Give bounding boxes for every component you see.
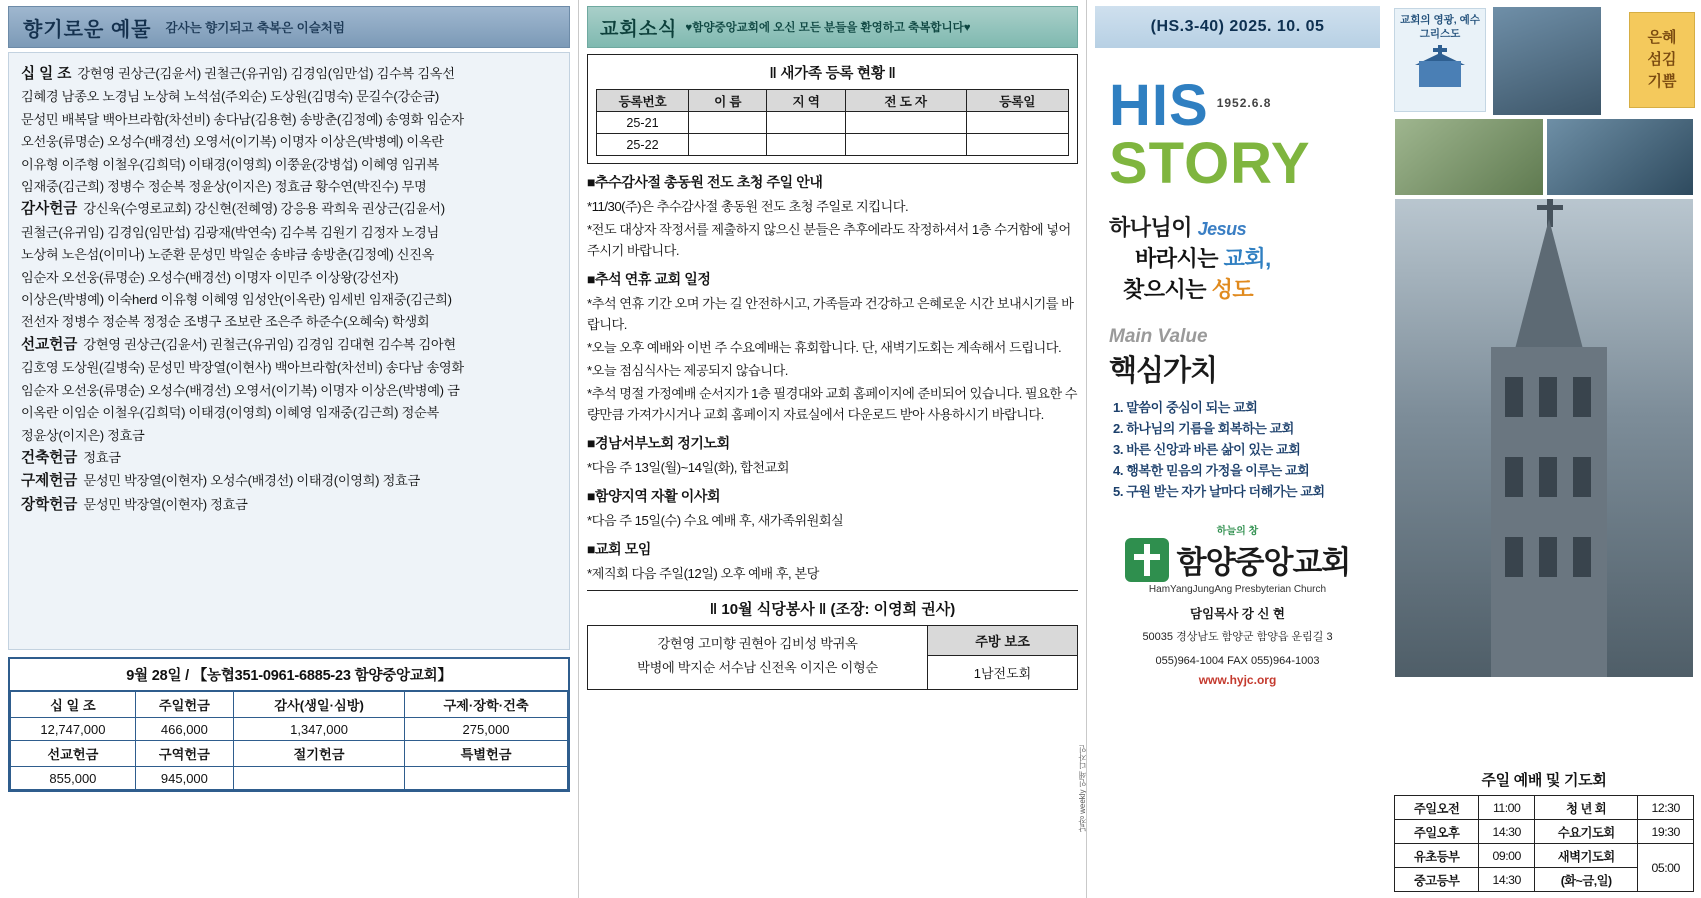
giving-names: 전선자 정병수 정순복 정정순 조병구 조보란 조은주 하준수(오혜숙) 학생회 [21, 314, 430, 330]
new-family-register [587, 54, 1078, 164]
photo-choir [1546, 118, 1694, 196]
schedule-cell: 수요기도회 [1534, 820, 1637, 844]
column-identity [1086, 0, 1386, 898]
register-cell [845, 134, 966, 156]
giving-names: 문성민 박장열(이현자) 정효금 [83, 496, 248, 512]
news-heading: ■추수감사절 총동원 전도 초청 주일 안내 [587, 174, 823, 190]
giving-row [21, 494, 557, 516]
table-row [1395, 844, 1694, 868]
bulletin-issue-header: (HS.3-40) 2025. 10. 05 [1095, 6, 1380, 48]
tagline-text: 찾으시는 [1123, 277, 1212, 302]
register-cell [966, 112, 1068, 134]
offerings-title: 향기로운 예물 [23, 18, 152, 41]
offering-cell: 12,747,000 [11, 718, 136, 741]
table-row [1395, 820, 1694, 844]
church-motto-tile [1394, 8, 1486, 112]
giving-row [21, 334, 557, 356]
giving-names: 정윤상(이지은) 정효금 [21, 427, 145, 443]
news-item: *11/30(주)은 추수감사절 총동원 전도 초청 주일로 지킵니다. [587, 199, 909, 214]
register-title: ‖ 새가족 등록 현황 ‖ [769, 66, 896, 82]
register-cell: 25-22 [597, 134, 689, 156]
column-offerings [0, 0, 578, 898]
giving-label: 구제헌금 [21, 473, 78, 490]
offering-cell: 십 일 조 [11, 692, 136, 718]
register-cell [767, 134, 845, 156]
main-value-item: 3. 바른 신앙과 바른 삶이 있는 교회 [1113, 442, 1301, 457]
register-col: 전 도 자 [845, 90, 966, 112]
news-heading: ■함양지역 자활 이사회 [587, 488, 721, 504]
giving-row [21, 447, 557, 469]
news-heading: ■추석 연휴 교회 일정 [587, 271, 711, 287]
story-line: STORY [1109, 131, 1311, 196]
schedule-cell: 주일오전 [1395, 796, 1479, 820]
schedule-cell: 09:00 [1479, 844, 1535, 868]
giving-row [21, 244, 557, 265]
main-value-item: 5. 구원 받는 자가 날마다 더해가는 교회 [1113, 484, 1325, 499]
offering-cell: 특별헌금 [405, 741, 568, 767]
giving-row [21, 311, 557, 332]
table-row [11, 692, 568, 718]
offering-cell [233, 767, 404, 790]
giving-label: 감사헌금 [21, 201, 78, 218]
kitchen-helper-value: 1남전도회 [973, 666, 1032, 681]
register-col: 등록번호 [597, 90, 689, 112]
giving-names: 문성민 배복달 백아브라함(차선비) 송다남(김용현) 송방춘(김정예) 송영화 임순자 [21, 111, 464, 127]
tagline-line-1 [1109, 211, 1380, 242]
photo-outdoor-event [1394, 118, 1544, 196]
news-heading: ■경남서부노회 정기노회 [587, 435, 730, 451]
his-line [1109, 73, 1380, 138]
founding-year: 1952.6.8 [1216, 96, 1272, 110]
giving-label: 십 일 조 [21, 66, 72, 82]
offering-cell [405, 767, 568, 790]
giving-row [21, 198, 557, 220]
giving-names: 이옥란 이임순 이철우(김희덕) 이태경(이영희) 이혜영 임재중(김근희) 정순복 [21, 405, 439, 421]
meal-volunteers-line: 박병에 박지순 서수남 신전옥 이지은 이형순 [637, 660, 878, 675]
kitchen-helper-header: 주방 보조 [928, 626, 1077, 656]
schedule-cell: 주일오후 [1395, 820, 1479, 844]
church-website[interactable]: www.hyjc.org [1198, 673, 1277, 687]
giving-names: 이유형 이주형 이철우(김희덕) 이태경(이영희) 이쭝윤(강병섭) 이혜영 임귀복 [21, 156, 439, 172]
offering-cell: 선교헌금 [11, 741, 136, 767]
giving-row [21, 63, 557, 85]
his-text: HIS [1109, 73, 1209, 138]
register-cell [689, 112, 767, 134]
giving-row [21, 222, 557, 243]
news-subtitle: ♥함양중앙교회에 오신 모든 분들을 환영하고 축복합니다♥ [685, 22, 971, 34]
giving-label: 장학헌금 [21, 496, 78, 513]
jesus-script: Jesus [1197, 219, 1247, 239]
news-item: *제직회 다음 주일(12일) 오후 예배 후, 본당 [587, 566, 819, 581]
table-row [597, 112, 1069, 134]
church-phone: 055)964-1004 FAX 055)964-1003 [1155, 655, 1320, 667]
register-cell [966, 134, 1068, 156]
news-item: *다음 주 13일(월)~14일(화), 합천교회 [587, 460, 790, 475]
logo-subtitle: 하늘의 창 [1216, 526, 1259, 537]
grace-line: 은혜 [1647, 29, 1677, 46]
schedule-cell: 중고등부 [1395, 868, 1479, 892]
cross-icon [1125, 538, 1169, 582]
offering-cell: 구역헌금 [135, 741, 233, 767]
giving-names: 오선웅(류명순) 오성수(배경선) 오영서(이기복) 이명자 이상은(박병예) 이옥란 [21, 134, 444, 150]
table-row [11, 718, 568, 741]
tagline-text: 바라시는 [1135, 246, 1224, 271]
offerings-subtitle: 감사는 향기되고 축복은 이슬처럼 [165, 21, 345, 35]
giving-row [21, 425, 557, 446]
giving-row [21, 109, 557, 130]
offerings-header [8, 6, 570, 48]
giving-label: 선교헌금 [21, 336, 78, 353]
giving-names: 이상은(박병예) 이숙herd 이유형 이혜영 임성안(이옥란) 임세빈 임재중(김근희) [21, 292, 452, 308]
giving-row [21, 357, 557, 378]
giving-names: 임순자 오선웅(류명순) 오성수(배경선) 이명자 이민주 이상왕(강선자) [21, 269, 399, 285]
news-item: *전도 대상자 작정서를 제출하지 않으신 분들은 추후에라도 작정하셔서 1층 수거함에 넣어주시기 바랍니다. [587, 222, 1071, 258]
register-cell [845, 112, 966, 134]
schedule-cell: 12:30 [1638, 796, 1694, 820]
register-cell: 25-21 [597, 112, 689, 134]
news-item: *오늘 오후 예배와 이번 주 수요예배는 휴회합니다. 단, 새벽기도회는 계속해서 드립니다. [587, 340, 1062, 355]
grace-line: 섬김 [1647, 51, 1677, 68]
register-col: 지 역 [767, 90, 845, 112]
schedule-cell: (화~금,일) [1534, 868, 1637, 892]
his-story-logo [1095, 73, 1380, 196]
offering-cell: 855,000 [11, 767, 136, 790]
news-item: *추석 연휴 기간 오며 가는 길 안전하시고, 가족들과 건강하고 은혜로운 시간 보내시기를 바랍니다. [587, 296, 1074, 332]
table-row [597, 134, 1069, 156]
church-tower [1491, 347, 1607, 678]
main-value-item: 1. 말씀이 중심이 되는 교회 [1113, 400, 1258, 415]
offering-summary-table [8, 657, 570, 792]
register-col: 등록일 [966, 90, 1068, 112]
giving-names: 강현영 권상근(김윤서) 권철근(유귀임) 김경임 김대현 김수복 김아현 [83, 336, 456, 352]
giving-row [21, 470, 557, 492]
schedule-cell: 05:00 [1638, 844, 1694, 892]
offering-cell: 감사(생일·심방) [233, 692, 404, 718]
offering-cell: 절기헌금 [233, 741, 404, 767]
giving-names: 정효금 [83, 449, 121, 465]
giving-row [21, 289, 557, 310]
register-cell [689, 134, 767, 156]
main-value-block [1095, 326, 1380, 502]
church-address: 50035 경상남도 함양군 함양읍 운림길 3 [1142, 631, 1333, 643]
steeple-roof [1515, 219, 1583, 349]
schedule-cell: 유초등부 [1395, 844, 1479, 868]
church-icon [1413, 47, 1467, 87]
meal-service-table [587, 625, 1078, 690]
grace-line: 기쁨 [1647, 73, 1677, 90]
tagline-line-2 [1135, 242, 1380, 273]
worship-schedule [1394, 764, 1694, 892]
photo-congregation [1492, 6, 1602, 116]
pastor-name: 담임목사 강 신 현 [1190, 607, 1285, 621]
main-value-kr: 핵심가치 [1109, 355, 1218, 387]
church-name: 함양중앙교회 [1176, 545, 1351, 580]
giving-row [21, 402, 557, 423]
news-item: *오늘 점심식사는 제공되지 않습니다. [587, 363, 788, 378]
schedule-cell: 14:30 [1479, 820, 1535, 844]
tagline [1095, 211, 1380, 304]
news-item: *다음 주 15일(수) 수요 예배 후, 새가족위원회실 [587, 513, 844, 528]
table-row [11, 767, 568, 790]
offering-cell: 275,000 [405, 718, 568, 741]
giving-row [21, 267, 557, 288]
giving-names: 노상혀 노은섬(이미나) 노준환 문성민 박일순 송뱌금 송방춘(김정예) 신진옥 [21, 247, 435, 263]
offering-cell: 주일헌금 [135, 692, 233, 718]
offering-summary-title: 9월 28일 / 【농협351-0961-6885-23 함양중앙교회】 [10, 659, 568, 691]
church-logo-block [1095, 522, 1380, 687]
giving-label: 건축헌금 [21, 449, 78, 466]
photo-church-building [1394, 198, 1694, 678]
giving-names: 강현영 권상근(김윤서) 권철근(유귀임) 김경임(임만섭) 김수복 김옥선 [77, 66, 455, 81]
offering-cell: 466,000 [135, 718, 233, 741]
grace-tile [1629, 12, 1695, 108]
offering-cell: 구제·장학·건축 [405, 692, 568, 718]
schedule-cell: 14:30 [1479, 868, 1535, 892]
offerings-body [8, 52, 570, 650]
register-col: 이 름 [689, 90, 767, 112]
schedule-cell: 19:30 [1638, 820, 1694, 844]
giving-names: 김혜경 남종오 노경님 노상혀 노석섬(주외순) 도상원(김명숙) 문길수(강순금) [21, 89, 439, 105]
giving-names: 임재중(김근희) 정병수 정순복 정윤상(이지은) 정효금 황수연(박진수) 무명 [21, 179, 427, 195]
column-news [578, 0, 1086, 898]
offering-cell: 945,000 [135, 767, 233, 790]
news-list [587, 172, 1078, 584]
offering-cell: 1,347,000 [233, 718, 404, 741]
table-row [11, 741, 568, 767]
tagline-accent: 성도 [1211, 277, 1254, 302]
table-header-row [597, 90, 1069, 112]
schedule-cell: 청 년 회 [1534, 796, 1637, 820]
news-item: *추석 명절 가정예배 순서지가 1층 필경대와 교회 홈페이지에 준비되어 있습니다. 필요한 수량만큼 가져가시거나 교회 홈페이지 자료실에서 다운로드 받아 사용하시기 바랍니다. [587, 386, 1078, 422]
main-value-item: 2. 하나님의 기름을 회복하는 교회 [1113, 421, 1294, 436]
giving-row [21, 86, 557, 107]
news-title: 교회소식 [600, 18, 678, 40]
tagline-text: 하나님이 [1109, 215, 1193, 240]
news-heading: ■교회 모임 [587, 541, 652, 557]
giving-row [21, 380, 557, 401]
print-sidecode: 낱장 weekly 인쇄 디자인 [1078, 744, 1087, 832]
meal-service-title: ‖ 10월 식당봉사 ‖ (조장: 이영희 권사) [709, 601, 956, 618]
giving-names: 문성민 박장열(이현자) 오성수(배경선) 이태경(이영희) 정효금 [83, 473, 420, 489]
giving-names: 강신욱(수영로교회) 강신현(전혜영) 강응용 곽희욱 권상근(김윤서) [83, 201, 445, 217]
register-cell [767, 112, 845, 134]
giving-row [21, 154, 557, 175]
schedule-title: 주일 예배 및 기도회 [1481, 772, 1607, 789]
meal-volunteers [588, 626, 927, 689]
giving-row [21, 176, 557, 197]
meal-volunteers-line: 강현영 고미향 권현아 김비성 박귀옥 [657, 636, 858, 651]
main-value-en: Main Value [1109, 326, 1208, 347]
giving-names: 김호영 도상원(길병숙) 문성민 박장열(이현사) 백아브라함(차선비) 송다남 송영화 [21, 360, 464, 376]
schedule-cell: 새벽기도회 [1534, 844, 1637, 868]
giving-names: 임순자 오선웅(류명순) 오성수(배경선) 오영서(이기복) 이명자 이상은(박병예) 금 [21, 382, 460, 398]
column-photos [1386, 0, 1701, 898]
tagline-line-3 [1123, 273, 1380, 304]
kitchen-helper [927, 626, 1077, 689]
giving-row [21, 131, 557, 152]
schedule-cell: 11:00 [1479, 796, 1535, 820]
giving-names: 권철근(유귀임) 김경임(임만섭) 김광재(박연숙) 김수복 김원기 김정자 노경님 [21, 224, 439, 240]
news-header [587, 6, 1078, 48]
church-name-en: HamYangJungAng Presbyterian Church [1148, 584, 1327, 595]
table-row [1395, 796, 1694, 820]
main-value-item: 4. 행복한 믿음의 가정을 이루는 교회 [1113, 463, 1310, 478]
motto-text: 교회의 영광, 예수 그리스도 [1400, 14, 1480, 40]
tagline-accent: 교회, [1223, 246, 1271, 271]
